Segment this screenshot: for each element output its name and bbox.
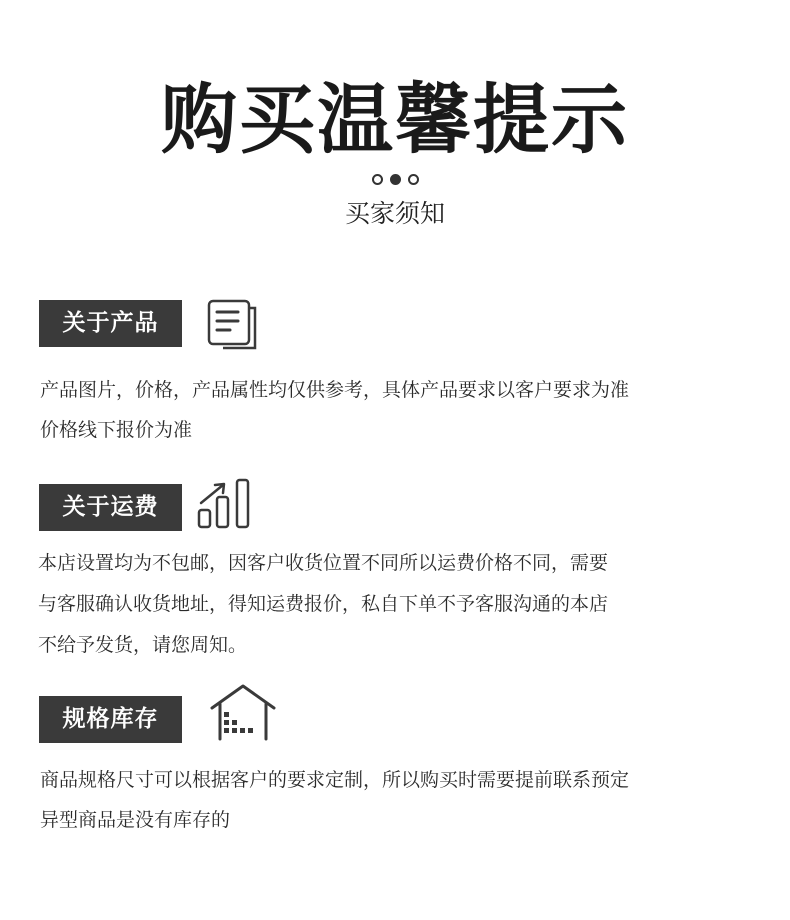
decorative-dots — [0, 174, 790, 188]
text-line: 与客服确认收货地址，得知运费报价，私自下单不予客服沟通的本店 — [38, 593, 609, 615]
text-line: 异型商品是没有库存的 — [40, 809, 231, 831]
bar-chart-growth-icon — [196, 476, 258, 532]
page-title: 购买温馨提示 — [161, 75, 629, 164]
document-icon — [205, 298, 261, 354]
text-line: 不给予发货，请您周知。 — [38, 634, 248, 656]
text-line: 价格线下报价为准 — [40, 419, 193, 441]
section-label-product: 关于产品 — [39, 300, 182, 347]
text-line: 本店设置均为不包邮，因客户收货位置不同所以运费价格不同，需要 — [38, 552, 609, 574]
dot-outline-icon — [372, 174, 383, 185]
warehouse-icon — [208, 682, 278, 744]
dot-filled-icon — [390, 174, 401, 185]
dot-outline-icon — [408, 174, 419, 185]
section-label-shipping: 关于运费 — [39, 484, 182, 531]
section-text-product — [40, 370, 629, 450]
section-text-stock — [40, 760, 629, 840]
text-line: 商品规格尺寸可以根据客户的要求定制，所以购买时需要提前联系预定 — [40, 769, 630, 791]
text-line: 产品图片，价格，产品属性均仅供参考，具体产品要求以客户要求为准 — [40, 379, 630, 401]
section-text-shipping — [38, 543, 608, 666]
page-subtitle: 买家须知 — [344, 199, 445, 228]
section-label-stock: 规格库存 — [39, 696, 182, 743]
